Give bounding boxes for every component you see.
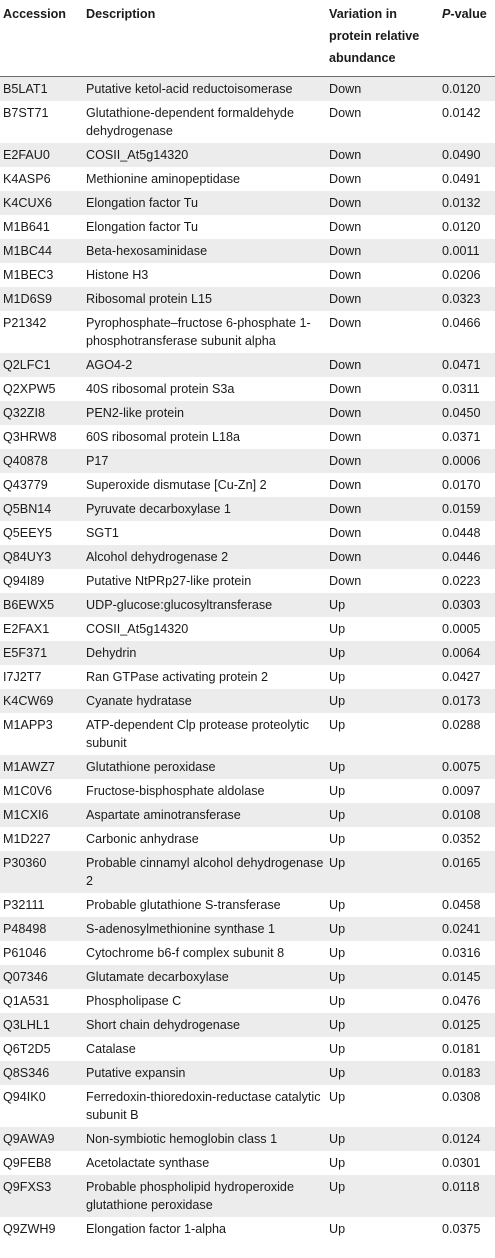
table-row (0, 101, 495, 143)
header-pvalue-letter: P (442, 7, 451, 21)
variation-cell: Down (329, 291, 362, 306)
accession-cell: Q1A531 (3, 993, 50, 1008)
variation-cell: Down (329, 573, 362, 588)
accession-cell: Q5BN14 (3, 501, 52, 516)
accession-cell: P21342 (3, 315, 47, 330)
pvalue-cell: 0.0181 (442, 1041, 481, 1056)
description-cell: S-adenosylmethionine synthase 1 (86, 921, 276, 936)
table-row (0, 1151, 495, 1175)
variation-cell: Up (329, 945, 346, 960)
table-row (0, 941, 495, 965)
accession-cell: I7J2T7 (3, 669, 42, 684)
pvalue-cell: 0.0011 (442, 243, 480, 258)
pvalue-cell: 0.0125 (442, 1017, 481, 1032)
pvalue-cell: 0.0064 (442, 645, 481, 660)
description-cell: Elongation factor 1-alpha (86, 1221, 227, 1236)
pvalue-cell: 0.0490 (442, 147, 481, 162)
variation-cell: Up (329, 783, 346, 798)
variation-cell: Up (329, 1179, 346, 1194)
description-cell: 60S ribosomal protein L18a (86, 429, 241, 444)
variation-cell: Down (329, 453, 362, 468)
accession-cell: K4CW69 (3, 693, 54, 708)
accession-cell: Q9ZWH9 (3, 1221, 56, 1236)
pvalue-cell: 0.0466 (442, 315, 481, 330)
variation-cell: Up (329, 1089, 346, 1104)
accession-cell: Q3HRW8 (3, 429, 57, 444)
accession-cell: E5F371 (3, 645, 48, 660)
table-row (0, 755, 495, 779)
variation-cell: Down (329, 171, 362, 186)
header-pvalue (439, 0, 495, 76)
description-cell: COSII_At5g14320 (86, 147, 189, 162)
pvalue-cell: 0.0006 (442, 453, 481, 468)
pvalue-cell: 0.0371 (442, 429, 481, 444)
accession-cell: M1APP3 (3, 717, 53, 732)
table-row (0, 545, 495, 569)
pvalue-cell: 0.0375 (442, 1221, 481, 1236)
pvalue-cell: 0.0471 (442, 357, 481, 372)
description-cell: Dehydrin (86, 645, 137, 660)
variation-cell: Down (329, 549, 362, 564)
pvalue-cell: 0.0170 (442, 477, 481, 492)
variation-cell: Up (329, 831, 346, 846)
description-cell: P17 (86, 453, 109, 468)
description-cell: 40S ribosomal protein S3a (86, 381, 235, 396)
description-cell: Acetolactate synthase (86, 1155, 210, 1170)
pvalue-cell: 0.0352 (442, 831, 481, 846)
accession-cell: Q84UY3 (3, 549, 52, 564)
accession-cell: E2FAX1 (3, 621, 50, 636)
table-row (0, 827, 495, 851)
accession-cell: Q07346 (3, 969, 48, 984)
header-accession: Accession (3, 7, 66, 21)
table-row (0, 497, 495, 521)
description-cell: Superoxide dismutase [Cu-Zn] 2 (86, 477, 267, 492)
variation-cell: Down (329, 315, 362, 330)
table-body (0, 76, 495, 1241)
description-cell: Ribosomal protein L15 (86, 291, 213, 306)
table-row (0, 215, 495, 239)
table-row (0, 191, 495, 215)
accession-cell: M1AWZ7 (3, 759, 56, 774)
accession-cell: Q8S346 (3, 1065, 50, 1080)
pvalue-cell: 0.0288 (442, 717, 481, 732)
accession-cell: Q94IK0 (3, 1089, 46, 1104)
description-cell: Elongation factor Tu (86, 195, 199, 210)
pvalue-cell: 0.0120 (442, 219, 481, 234)
description-cell: Glutamate decarboxylase (86, 969, 229, 984)
variation-cell: Down (329, 267, 362, 282)
table-row (0, 1085, 495, 1127)
accession-cell: Q94I89 (3, 573, 45, 588)
table-row (0, 311, 495, 353)
table-row (0, 965, 495, 989)
table-row (0, 449, 495, 473)
variation-cell: Up (329, 897, 346, 912)
table-header (0, 0, 495, 76)
accession-cell: Q2LFC1 (3, 357, 51, 372)
description-cell: Probable cinnamyl alcohol dehydrogenase 2 (86, 855, 324, 888)
table-row (0, 803, 495, 827)
variation-cell: Up (329, 1065, 346, 1080)
table-row (0, 167, 495, 191)
accession-cell: M1C0V6 (3, 783, 52, 798)
pvalue-cell: 0.0159 (442, 501, 481, 516)
pvalue-cell: 0.0323 (442, 291, 481, 306)
table-row (0, 593, 495, 617)
description-cell: Putative NtPRp27-like protein (86, 573, 252, 588)
pvalue-cell: 0.0120 (442, 81, 481, 96)
pvalue-cell: 0.0124 (442, 1131, 481, 1146)
variation-cell: Down (329, 147, 362, 162)
pvalue-cell: 0.0118 (442, 1179, 480, 1194)
accession-cell: Q9FXS3 (3, 1179, 52, 1194)
table-row (0, 893, 495, 917)
table-row (0, 1127, 495, 1151)
accession-cell: B7ST71 (3, 105, 49, 120)
description-cell: SGT1 (86, 525, 119, 540)
accession-cell: Q5EEY5 (3, 525, 53, 540)
accession-cell: E2FAU0 (3, 147, 50, 162)
description-cell: Alcohol dehydrogenase 2 (86, 549, 229, 564)
table-row (0, 1217, 495, 1241)
accession-cell: Q40878 (3, 453, 48, 468)
description-cell: ATP-dependent Clp protease proteolytic subunit (86, 717, 310, 750)
variation-cell: Down (329, 219, 362, 234)
description-cell: UDP-glucose:glucosyltransferase (86, 597, 273, 612)
variation-cell: Up (329, 1017, 346, 1032)
table-row (0, 521, 495, 545)
table-row (0, 1037, 495, 1061)
table-row (0, 239, 495, 263)
table-row (0, 263, 495, 287)
variation-cell: Up (329, 1131, 346, 1146)
table-row (0, 665, 495, 689)
description-cell: COSII_At5g14320 (86, 621, 189, 636)
variation-cell: Down (329, 105, 362, 120)
variation-cell: Down (329, 381, 362, 396)
description-cell: Carbonic anhydrase (86, 831, 199, 846)
table-row (0, 641, 495, 665)
variation-cell: Up (329, 717, 346, 732)
pvalue-cell: 0.0427 (442, 669, 481, 684)
table-row (0, 1013, 495, 1037)
description-cell: Fructose-bisphosphate aldolase (86, 783, 265, 798)
pvalue-cell: 0.0145 (442, 969, 481, 984)
table-row (0, 617, 495, 641)
variation-cell: Up (329, 855, 346, 870)
description-cell: PEN2-like protein (86, 405, 184, 420)
accession-cell: K4CUX6 (3, 195, 52, 210)
pvalue-cell: 0.0301 (442, 1155, 481, 1170)
variation-cell: Up (329, 807, 346, 822)
variation-cell: Up (329, 969, 346, 984)
description-cell: Cyanate hydratase (86, 693, 192, 708)
pvalue-cell: 0.0241 (442, 921, 481, 936)
table-row (0, 425, 495, 449)
accession-cell: B5LAT1 (3, 81, 48, 96)
variation-cell: Up (329, 921, 346, 936)
variation-cell: Up (329, 1041, 346, 1056)
variation-cell: Up (329, 993, 346, 1008)
table-row (0, 569, 495, 593)
accession-cell: Q2XPW5 (3, 381, 56, 396)
variation-cell: Down (329, 501, 362, 516)
variation-cell: Down (329, 477, 362, 492)
table-row (0, 76, 495, 101)
pvalue-cell: 0.0448 (442, 525, 481, 540)
table-row (0, 713, 495, 755)
table-row (0, 401, 495, 425)
variation-cell: Up (329, 645, 346, 660)
accession-cell: M1D6S9 (3, 291, 52, 306)
description-cell: Histone H3 (86, 267, 149, 282)
table-row (0, 143, 495, 167)
table-row (0, 779, 495, 803)
description-cell: Short chain dehydrogenase (86, 1017, 241, 1032)
accession-cell: B6EWX5 (3, 597, 55, 612)
header-row (0, 0, 495, 76)
accession-cell: Q6T2D5 (3, 1041, 51, 1056)
variation-cell: Up (329, 669, 346, 684)
pvalue-cell: 0.0223 (442, 573, 481, 588)
accession-cell: Q9AWA9 (3, 1131, 55, 1146)
description-cell: Elongation factor Tu (86, 219, 199, 234)
pvalue-cell: 0.0075 (442, 759, 481, 774)
accession-cell: M1D227 (3, 831, 51, 846)
pvalue-cell: 0.0450 (442, 405, 481, 420)
variation-cell: Up (329, 1221, 346, 1236)
table-row (0, 1175, 495, 1217)
description-cell: AGO4-2 (86, 357, 133, 372)
description-cell: Catalase (86, 1041, 136, 1056)
description-cell: Glutathione-dependent formaldehyde dehydrogenase (86, 105, 294, 138)
variation-cell: Down (329, 243, 362, 258)
variation-cell: Up (329, 1155, 346, 1170)
accession-cell: P61046 (3, 945, 47, 960)
pvalue-cell: 0.0206 (442, 267, 481, 282)
variation-cell: Down (329, 81, 362, 96)
table-row (0, 689, 495, 713)
table-row (0, 989, 495, 1013)
pvalue-cell: 0.0097 (442, 783, 481, 798)
pvalue-cell: 0.0311 (442, 381, 480, 396)
pvalue-cell: 0.0316 (442, 945, 481, 960)
header-description: Description (86, 7, 156, 21)
description-cell: Ran GTPase activating protein 2 (86, 669, 269, 684)
variation-cell: Up (329, 693, 346, 708)
pvalue-cell: 0.0303 (442, 597, 481, 612)
description-cell: Cytochrome b6-f complex subunit 8 (86, 945, 285, 960)
table-row (0, 473, 495, 497)
accession-cell: P48498 (3, 921, 47, 936)
pvalue-cell: 0.0446 (442, 549, 481, 564)
accession-cell: Q9FEB8 (3, 1155, 52, 1170)
description-cell: Non-symbiotic hemoglobin class 1 (86, 1131, 278, 1146)
pvalue-cell: 0.0173 (442, 693, 481, 708)
description-cell: Putative ketol-acid reductoisomerase (86, 81, 293, 96)
table-row (0, 353, 495, 377)
description-cell: Methionine aminopeptidase (86, 171, 241, 186)
pvalue-cell: 0.0005 (442, 621, 481, 636)
table-row (0, 287, 495, 311)
variation-cell: Down (329, 429, 362, 444)
accession-cell: K4ASP6 (3, 171, 51, 186)
description-cell: Pyruvate decarboxylase 1 (86, 501, 231, 516)
variation-cell: Down (329, 195, 362, 210)
accession-cell: P32111 (3, 897, 45, 912)
pvalue-cell: 0.0108 (442, 807, 481, 822)
pvalue-cell: 0.0142 (442, 105, 481, 120)
table-row (0, 851, 495, 893)
pvalue-cell: 0.0491 (442, 171, 481, 186)
table-row (0, 917, 495, 941)
description-cell: Glutathione peroxidase (86, 759, 216, 774)
table-row (0, 1061, 495, 1085)
accession-cell: M1BEC3 (3, 267, 54, 282)
description-cell: Probable phospholipid hydroperoxide glutathione peroxidase (86, 1179, 294, 1212)
pvalue-cell: 0.0165 (442, 855, 481, 870)
pvalue-cell: 0.0458 (442, 897, 481, 912)
variation-cell: Down (329, 525, 362, 540)
variation-cell: Up (329, 621, 346, 636)
header-pvalue-suffix: -value (450, 7, 487, 21)
table-row (0, 377, 495, 401)
accession-cell: Q3LHL1 (3, 1017, 50, 1032)
description-cell: Beta-hexosaminidase (86, 243, 208, 258)
accession-cell: Q32ZI8 (3, 405, 45, 420)
description-cell: Probable glutathione S-transferase (86, 897, 281, 912)
variation-cell: Up (329, 759, 346, 774)
accession-cell: Q43779 (3, 477, 48, 492)
accession-cell: M1BC44 (3, 243, 52, 258)
description-cell: Putative expansin (86, 1065, 186, 1080)
pvalue-cell: 0.0308 (442, 1089, 481, 1104)
description-cell: Ferredoxin-thioredoxin-reductase catalytic subunit B (86, 1089, 321, 1122)
description-cell: Phospholipase C (86, 993, 182, 1008)
variation-cell: Up (329, 597, 346, 612)
accession-cell: M1B641 (3, 219, 50, 234)
pvalue-cell: 0.0132 (442, 195, 481, 210)
description-cell: Pyrophosphate–fructose 6-phosphate 1-phosphotransferase subunit alpha (86, 315, 311, 348)
accession-cell: M1CXI6 (3, 807, 49, 822)
accession-cell: P30360 (3, 855, 47, 870)
variation-cell: Down (329, 357, 362, 372)
pvalue-cell: 0.0183 (442, 1065, 481, 1080)
pvalue-cell: 0.0476 (442, 993, 481, 1008)
variation-cell: Down (329, 405, 362, 420)
description-cell: Aspartate aminotransferase (86, 807, 241, 822)
header-variation: Variation in protein relative abundance (329, 7, 420, 65)
